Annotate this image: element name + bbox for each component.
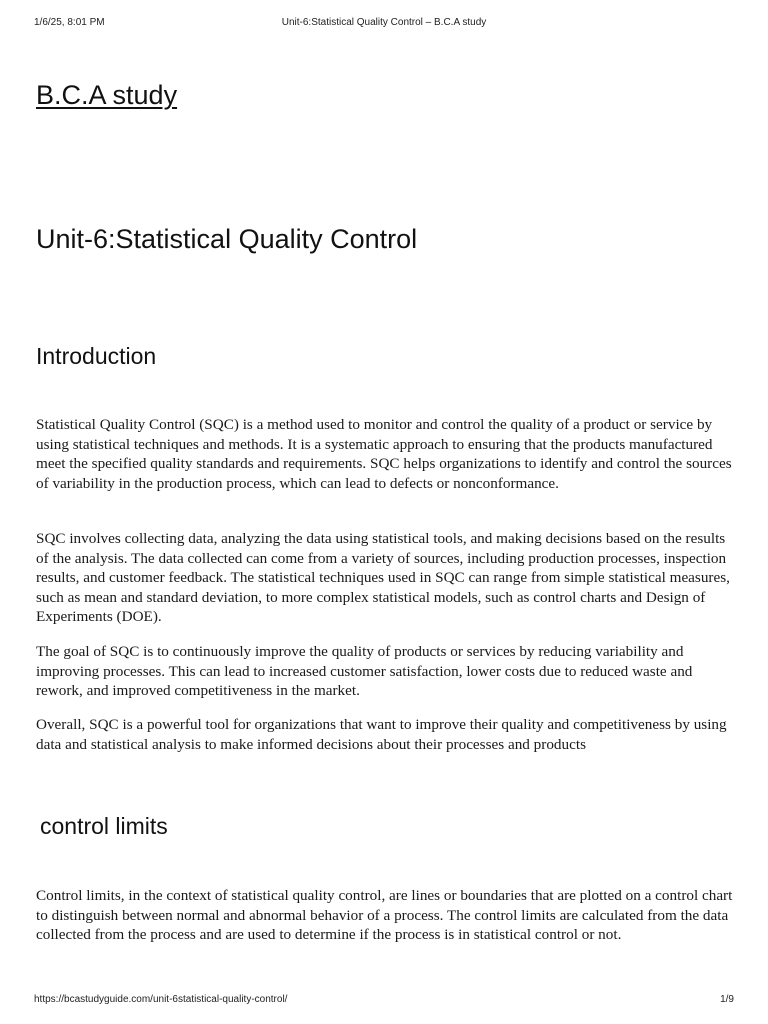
print-datetime: 1/6/25, 8:01 PM [34,17,105,28]
control-limits-paragraph-1: Control limits, in the context of statistical quality control, are lines or boundaries that are plotted on a control chart to distinguish between normal and abnormal behavior of a process. The control limits are calculated from the data collected from the process and are used to determine if the process is in statistical control or not. [36,887,733,944]
print-header [34,17,734,33]
intro-paragraph-3: The goal of SQC is to continuously improve the quality of products or services by reducing variability and improving processes. This can lead to increased customer satisfaction, lower costs due to reduced waste and rework, and improved competitiveness in the market. [36,643,693,700]
print-footer [34,994,734,1008]
introduction-heading: Introduction [36,343,157,369]
control-limits-heading: control limits [40,813,168,839]
print-url: https://bcastudyguide.com/unit-6statistical-quality-control/ [34,994,288,1005]
page-title: Unit-6:Statistical Quality Control [36,224,418,254]
site-title-link[interactable]: B.C.A study [36,80,178,110]
print-page-number: 1/9 [720,994,734,1005]
intro-paragraph-1: Statistical Quality Control (SQC) is a method used to monitor and control the quality of a product or service by using statistical techniques and methods. It is a systematic approach to ensuring that the products manufactured meet the specified quality standards and requirements. SQC helps organizations to identify and control the sources of variability in the production process, which can lead to defects or nonconformance. [36,416,732,492]
intro-paragraph-4: Overall, SQC is a powerful tool for organizations that want to improve their quality and competitiveness by using data and statistical analysis to make informed decisions about their processes and products [36,716,727,753]
print-page-title: Unit-6:Statistical Quality Control – B.C.A study [281,17,487,28]
intro-paragraph-2: SQC involves collecting data, analyzing the data using statistical tools, and making decisions based on the results of the analysis. The data collected can come from a variety of sources, including production processes, inspection results, and customer feedback. The statistical techniques used in SQC can range from simple statistical measures, such as mean and standard deviation, to more complex statistical models, such as control charts and Design of Experiments (DOE). [36,530,730,626]
